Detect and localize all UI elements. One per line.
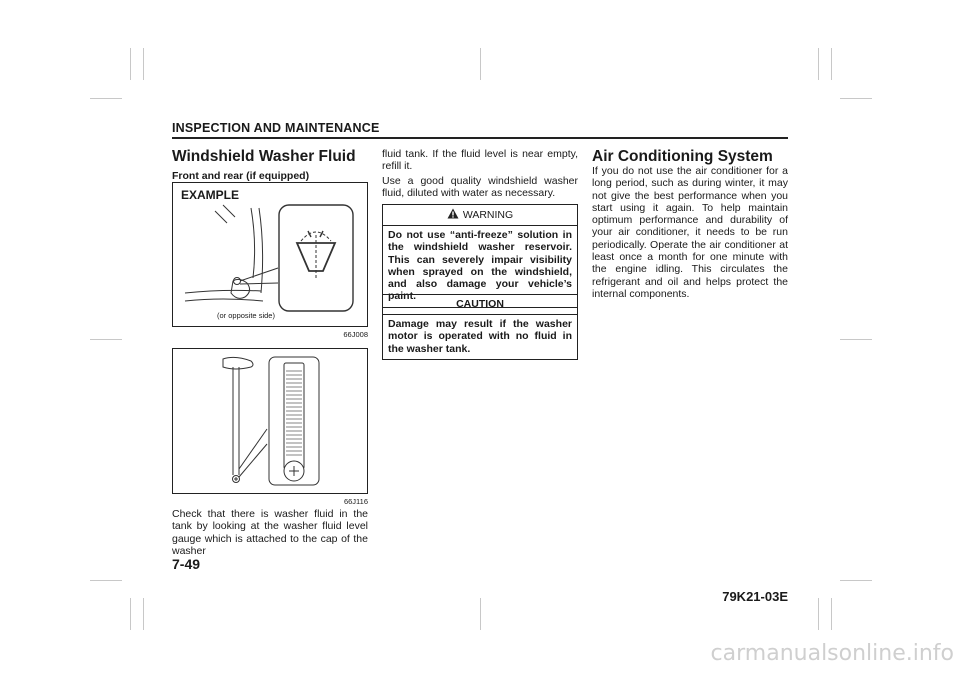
crop-mark: [818, 48, 819, 80]
crop-mark: [840, 339, 872, 340]
warning-triangle-icon: [447, 208, 459, 222]
document-code: 79K21-03E: [722, 589, 788, 604]
fluid-level-gauge-illustration: [173, 349, 367, 493]
washer-fluid-text: Check that there is washer fluid in the tank by looking at the washer fluid level gauge which is attached to the cap of the washer: [172, 508, 368, 557]
crop-mark: [143, 48, 144, 80]
crop-mark: [90, 580, 122, 581]
figure-code: 66J116: [343, 497, 368, 506]
caution-box: [382, 294, 578, 360]
refill-text: fluid tank. If the fluid level is near empty, refill it.: [382, 148, 578, 173]
crop-mark: [480, 48, 481, 80]
air-conditioning-title: Air Conditioning System: [592, 148, 773, 165]
washer-fluid-title: Windshield Washer Fluid: [172, 148, 356, 165]
fluid-quality-text: Use a good quality windshield washer fluid, diluted with water as necessary.: [382, 175, 578, 200]
section-header: INSPECTION AND MAINTENANCE: [172, 121, 380, 135]
header-rule: [172, 137, 788, 139]
figure-fluid-gauge: [172, 348, 368, 494]
washer-reservoir-illustration: [173, 183, 367, 326]
caution-title: CAUTION: [383, 295, 577, 315]
caution-text: Damage may result if the washer motor is operated with no fluid in the washer tank.: [388, 318, 572, 355]
crop-mark: [818, 598, 819, 630]
crop-mark: [480, 598, 481, 630]
crop-mark: [840, 580, 872, 581]
watermark: carmanualsonline.info: [710, 641, 954, 666]
crop-mark: [840, 98, 872, 99]
figure-caption: (or opposite side): [217, 311, 275, 320]
figure-example-label: EXAMPLE: [181, 188, 240, 202]
crop-mark: [831, 48, 832, 80]
warning-header: [383, 205, 577, 226]
crop-mark: [90, 339, 122, 340]
warning-text: Do not use “anti-freeze” solution in the windshield washer reservoir. This can severely impair visibility when sprayed on the windshield, and also damage your vehicle’s paint.: [388, 229, 572, 303]
warning-title: WARNING: [462, 209, 514, 221]
washer-fluid-subtitle: Front and rear (if equipped): [172, 170, 310, 182]
crop-mark: [831, 598, 832, 630]
page-number: 7-49: [172, 556, 201, 572]
crop-mark: [143, 598, 144, 630]
crop-mark: [90, 98, 122, 99]
figure-washer-reservoir: [172, 182, 368, 327]
warning-box: [382, 204, 578, 308]
crop-mark: [130, 48, 131, 80]
figure-code: 66J008: [343, 330, 368, 339]
crop-mark: [130, 598, 131, 630]
air-conditioning-text: If you do not use the air conditioner for a long period, such as during winter, it may not give the best performance when you start using it again. To help maintain optimum performance and durability of your air conditioner, it needs to be run periodically. Operate the air conditioner at least once a month for one minute with the engine idling. This circulates the refrigerant and oil and helps protect the internal components.: [592, 165, 788, 300]
